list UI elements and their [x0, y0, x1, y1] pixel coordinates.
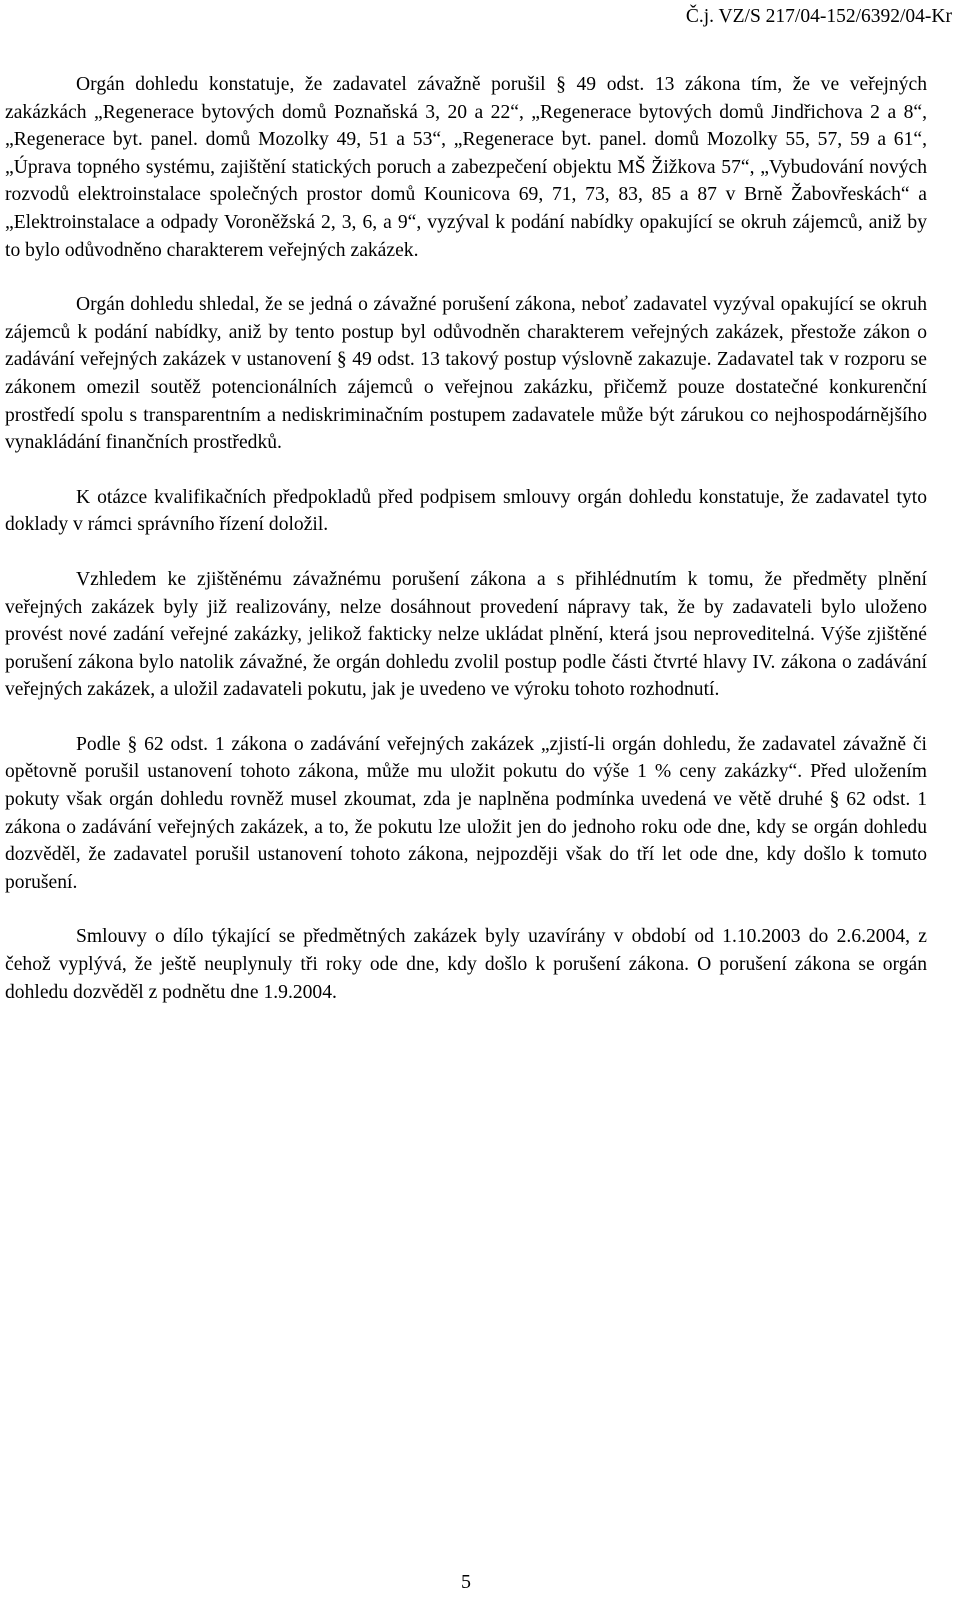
- paragraph-serious-breach: Orgán dohledu shledal, že se jedná o závažné porušení zákona, neboť zadavatel vyzýval opakující se okruh zájemců k podání nabídky, aniž by tento postup byl odůvodněn charakterem veřejných zakázek, přestože zákon o zadávání veřejných zakázek v ustanovení § 49 odst. 13 takový postup výslovně zakazuje. Zadavatel tak v rozporu se zákonem omezil soutěž potencionálních zájemců o veřejnou zakázku, přičemž pouze dostatečné konkurenční prostředí spolu s transparentním a nediskriminačním postupem zadavatele může být zárukou co nejhospodárnějšího vynakládání finančních prostředků.: [5, 294, 927, 454]
- paragraph-contract-dates: Smlouvy o dílo týkající se předmětných zakázek byly uzavírány v období od 1.10.2003 do 2.6.2004, z čehož vyplývá, že ještě neuplynuly tři roky ode dne, kdy došlo k porušení zákona. O porušení zákona se orgán dohledu dozvěděl z podnětu dne 1.9.2004.: [5, 926, 927, 1003]
- paragraph-penalty-reasoning: Vzhledem ke zjištěnému závažnému porušení zákona a s přihlédnutím k tomu, že předměty plnění veřejných zakázek byly již realizovány, nelze dosáhnout provedení nápravy tak, že by zadavateli bylo uloženo provést nové zadání veřejné zakázky, jelikož fakticky nelze ukládat plnění, která jsou neproveditelná. Výše zjištěné porušení zákona bylo natolik závažné, že orgán dohledu zvolil postup podle části čtvrté hlavy IV. zákona o zadávání veřejných zakázek, a uložil zadavateli pokutu, jak je uvedeno ve výroku tohoto rozhodnutí.: [5, 568, 927, 701]
- document-body: [5, 71, 927, 1033]
- document-reference-number: Č.j. VZ/S 217/04-152/6392/04-Kr: [685, 6, 952, 27]
- paragraph-violation-finding: Orgán dohledu konstatuje, že zadavatel závažně porušil § 49 odst. 13 zákona tím, že ve veřejných zakázkách „Regenerace bytových domů Poznaňská 3, 20 a 22“, „Regenerace bytových domů Jindřichova 2 a 8“, „Regenerace byt. panel. domů Mozolky 49, 51 a 53“, „Regenerace byt. panel. domů Mozolky 55, 57, 59 a 61“, „Úprava topného systému, zajištění statických poruch a zabezpečení objektu MŠ Žižkova 57“, „Vybudování nových rozvodů elektroinstalace společných prostor domů Kounicova 69, 71, 73, 83, 85 a 87 v Brně Žabovřeskách“ a „Elektroinstalace a odpady Voroněžská 2, 3, 6, a 9“, vyzýval k podání nabídky opakující se okruh zájemců, aniž by to bylo odůvodněno charakterem veřejných zakázek.: [5, 74, 927, 261]
- paragraph-legal-basis: Podle § 62 odst. 1 zákona o zadávání veřejných zakázek „zjistí-li orgán dohledu, že zadavatel závažně či opětovně porušil ustanovení tohoto zákona, může mu uložit pokutu do výše 1 % ceny zakázky“. Před uložením pokuty však orgán dohledu rovněž musel zkoumat, zda je naplněna podmínka uvedená ve větě druhé § 62 odst. 1 zákona o zadávání veřejných zakázek, a to, že pokutu lze uložit jen do jednoho roku ode dne, kdy se orgán dohledu dozvěděl, že zadavatel porušil ustanovení tohoto zákona, nejpozději však do tří let ode dne, kdy došlo k tomuto porušení.: [5, 733, 927, 893]
- paragraph-qualification: K otázce kvalifikačních předpokladů před podpisem smlouvy orgán dohledu konstatuje, že zadavatel tyto doklady v rámci správního řízení doložil.: [5, 486, 927, 536]
- page-number: 5: [461, 1571, 471, 1593]
